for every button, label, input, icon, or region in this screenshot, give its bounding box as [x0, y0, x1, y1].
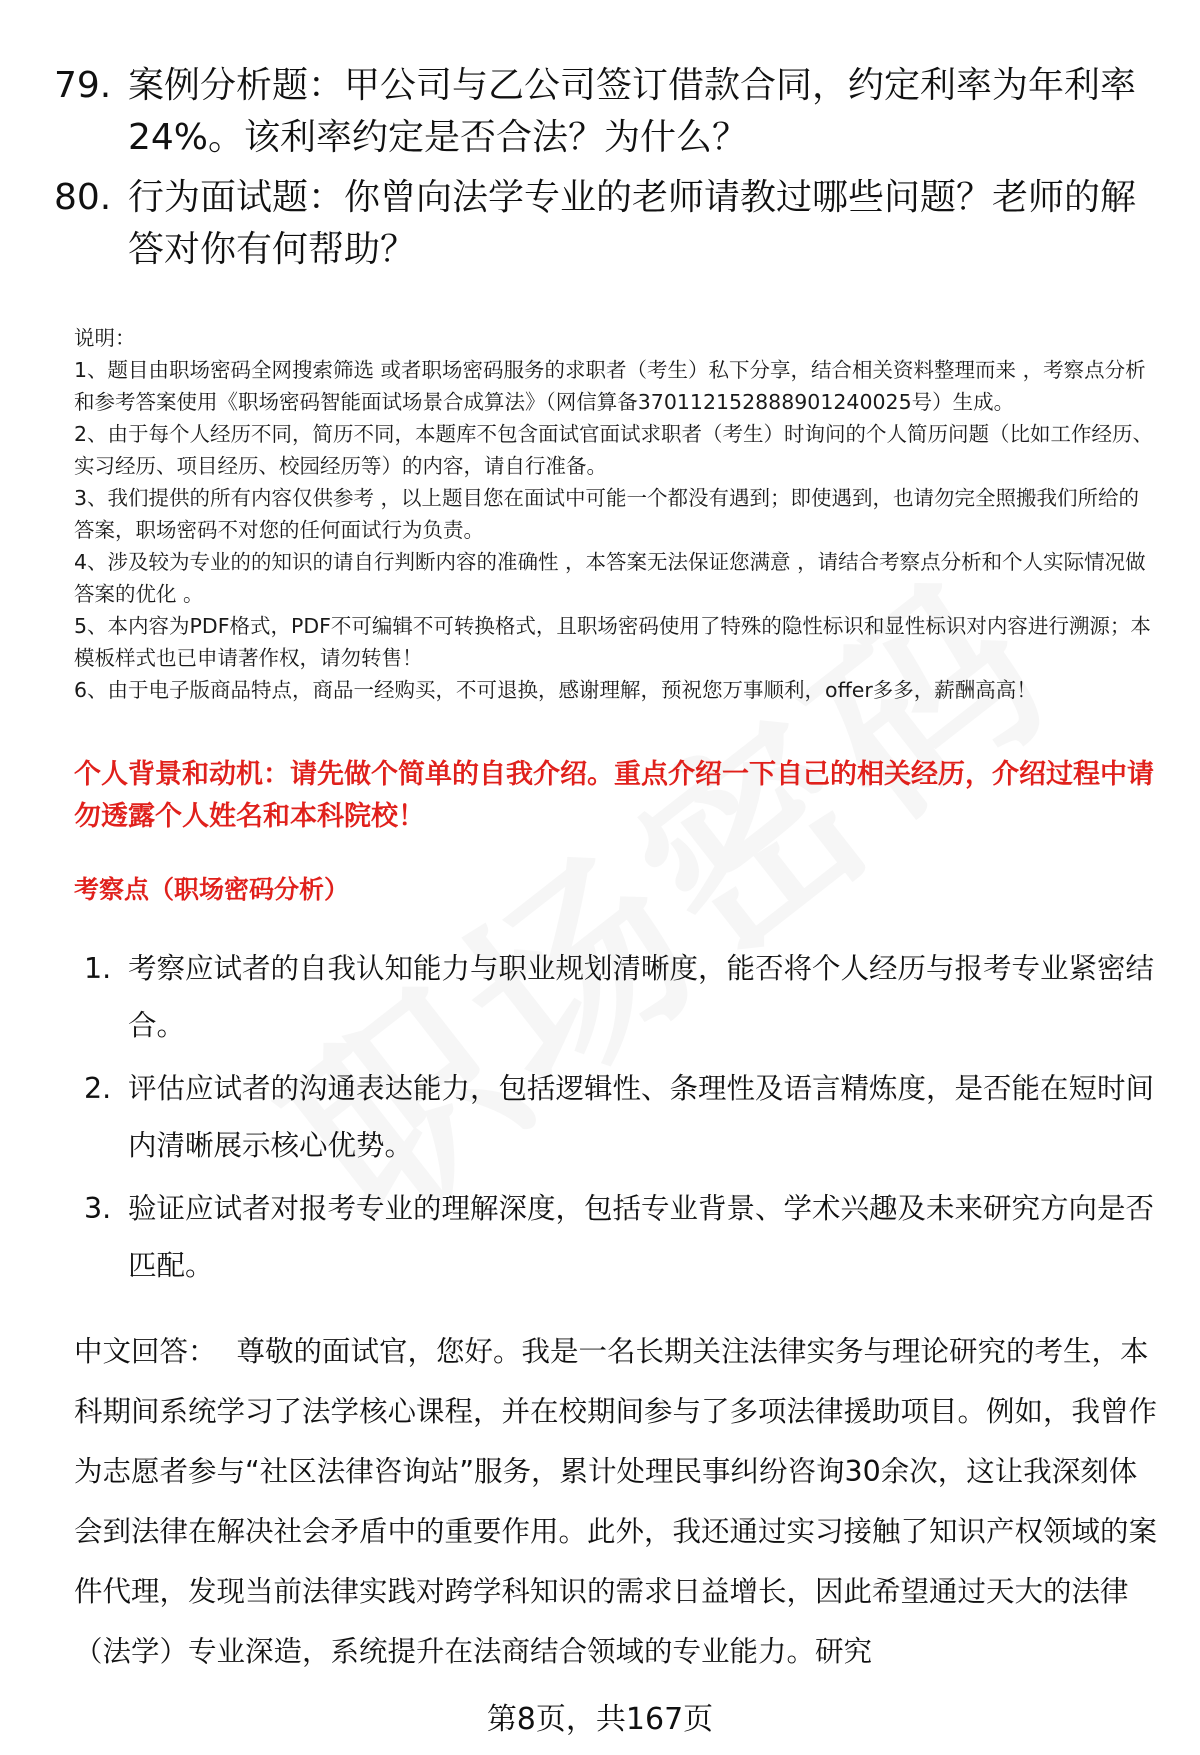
note-item: 1、题目由职场密码全网搜索筛选 或者职场密码服务的求职者（考生）私下分享，结合相关资料整理而来 ，考察点分析和参考答案使用《职场密码智能面试场景合成算法》（网信算备370112152888901240025号）生成。 — [74, 358, 1146, 414]
background-question: 个人背景和动机：请先做个简单的自我介绍。重点介绍一下自己的相关经历，介绍过程中请勿透露个人姓名和本科院校！ — [74, 759, 1154, 832]
answer-label: 中文回答： — [74, 1335, 217, 1368]
analysis-point — [74, 940, 1154, 1054]
page-footer: 第8页，共167页 — [486, 1702, 714, 1737]
question-number: 79. — [54, 65, 112, 106]
note-item: 5、本内容为PDF格式，PDF不可编辑不可转换格式，且职场密码使用了特殊的隐性标识和显性标识对内容进行溯源；本模板样式也已申请著作权，请勿转售！ — [74, 614, 1151, 670]
analysis-title: 考察点（职场密码分析） — [74, 875, 350, 904]
note-item: 3、我们提供的所有内容仅供参考 ，以上题目您在面试中可能一个都没有遇到；即使遇到，也请勿完全照搬我们所给的答案，职场密码不对您的任何面试行为负责。 — [74, 486, 1140, 542]
answer-section — [74, 1322, 1159, 1682]
answer-text: 尊敬的面试官，您好。我是一名长期关注法律实务与理论研究的考生，本科期间系统学习了法学核心课程，并在校期间参与了多项法律援助项目。例如，我曾作为志愿者参与“社区法律咨询站”服务，累计处理民事纠纷咨询30余次，这让我深刻体会到法律在解决社会矛盾中的重要作用。此外，我还通过实习接触了知识产权领域的案件代理，发现当前法律实践对跨学科知识的需求日益增长，因此希望通过天大的法律（法学）专业深造，系统提升在法商结合领域的专业能力。研究 — [74, 1335, 1158, 1668]
question-text: 行为面试题：你曾向法学专业的老师请教过哪些问题？老师的解答对你有何帮助？ — [128, 177, 1137, 270]
question-79 — [54, 60, 1154, 164]
note-item: 4、涉及较为专业的的知识的请自行判断内容的准确性 ，本答案无法保证您满意 ，请结合考察点分析和个人实际情况做答案的优化 。 — [74, 550, 1146, 606]
note-item: 2、由于每个人经历不同，简历不同，本题库不包含面试官面试求职者（考生）时询问的个人简历问题（比如工作经历、实习经历、项目经历、校园经历等）的内容，请自行准备。 — [74, 422, 1154, 478]
analysis-point — [74, 1060, 1154, 1174]
question-number: 80. — [54, 177, 112, 218]
point-text: 评估应试者的沟通表达能力，包括逻辑性、条理性及语言精炼度，是否能在短时间内清晰展示核心优势。 — [128, 1072, 1155, 1162]
analysis-points — [74, 940, 1154, 1300]
analysis-point — [74, 1180, 1154, 1294]
point-number: 2. — [84, 1072, 112, 1105]
note-item: 6、由于电子版商品特点，商品一经购买，不可退换，感谢理解，预祝您万事顺利，offer多多，薪酬高高！ — [74, 678, 1037, 702]
point-text: 考察应试者的自我认知能力与职业规划清晰度，能否将个人经历与报考专业紧密结合。 — [128, 952, 1155, 1042]
question-80 — [54, 172, 1154, 276]
notes-section — [74, 322, 1159, 706]
point-number: 1. — [84, 952, 112, 985]
point-number: 3. — [84, 1192, 112, 1225]
question-text: 案例分析题：甲公司与乙公司签订借款合同，约定利率为年利率24%。该利率约定是否合法？为什么？ — [128, 65, 1137, 158]
point-text: 验证应试者对报考专业的理解深度，包括专业背景、学术兴趣及未来研究方向是否匹配。 — [128, 1192, 1155, 1282]
notes-title: 说明： — [74, 326, 136, 350]
